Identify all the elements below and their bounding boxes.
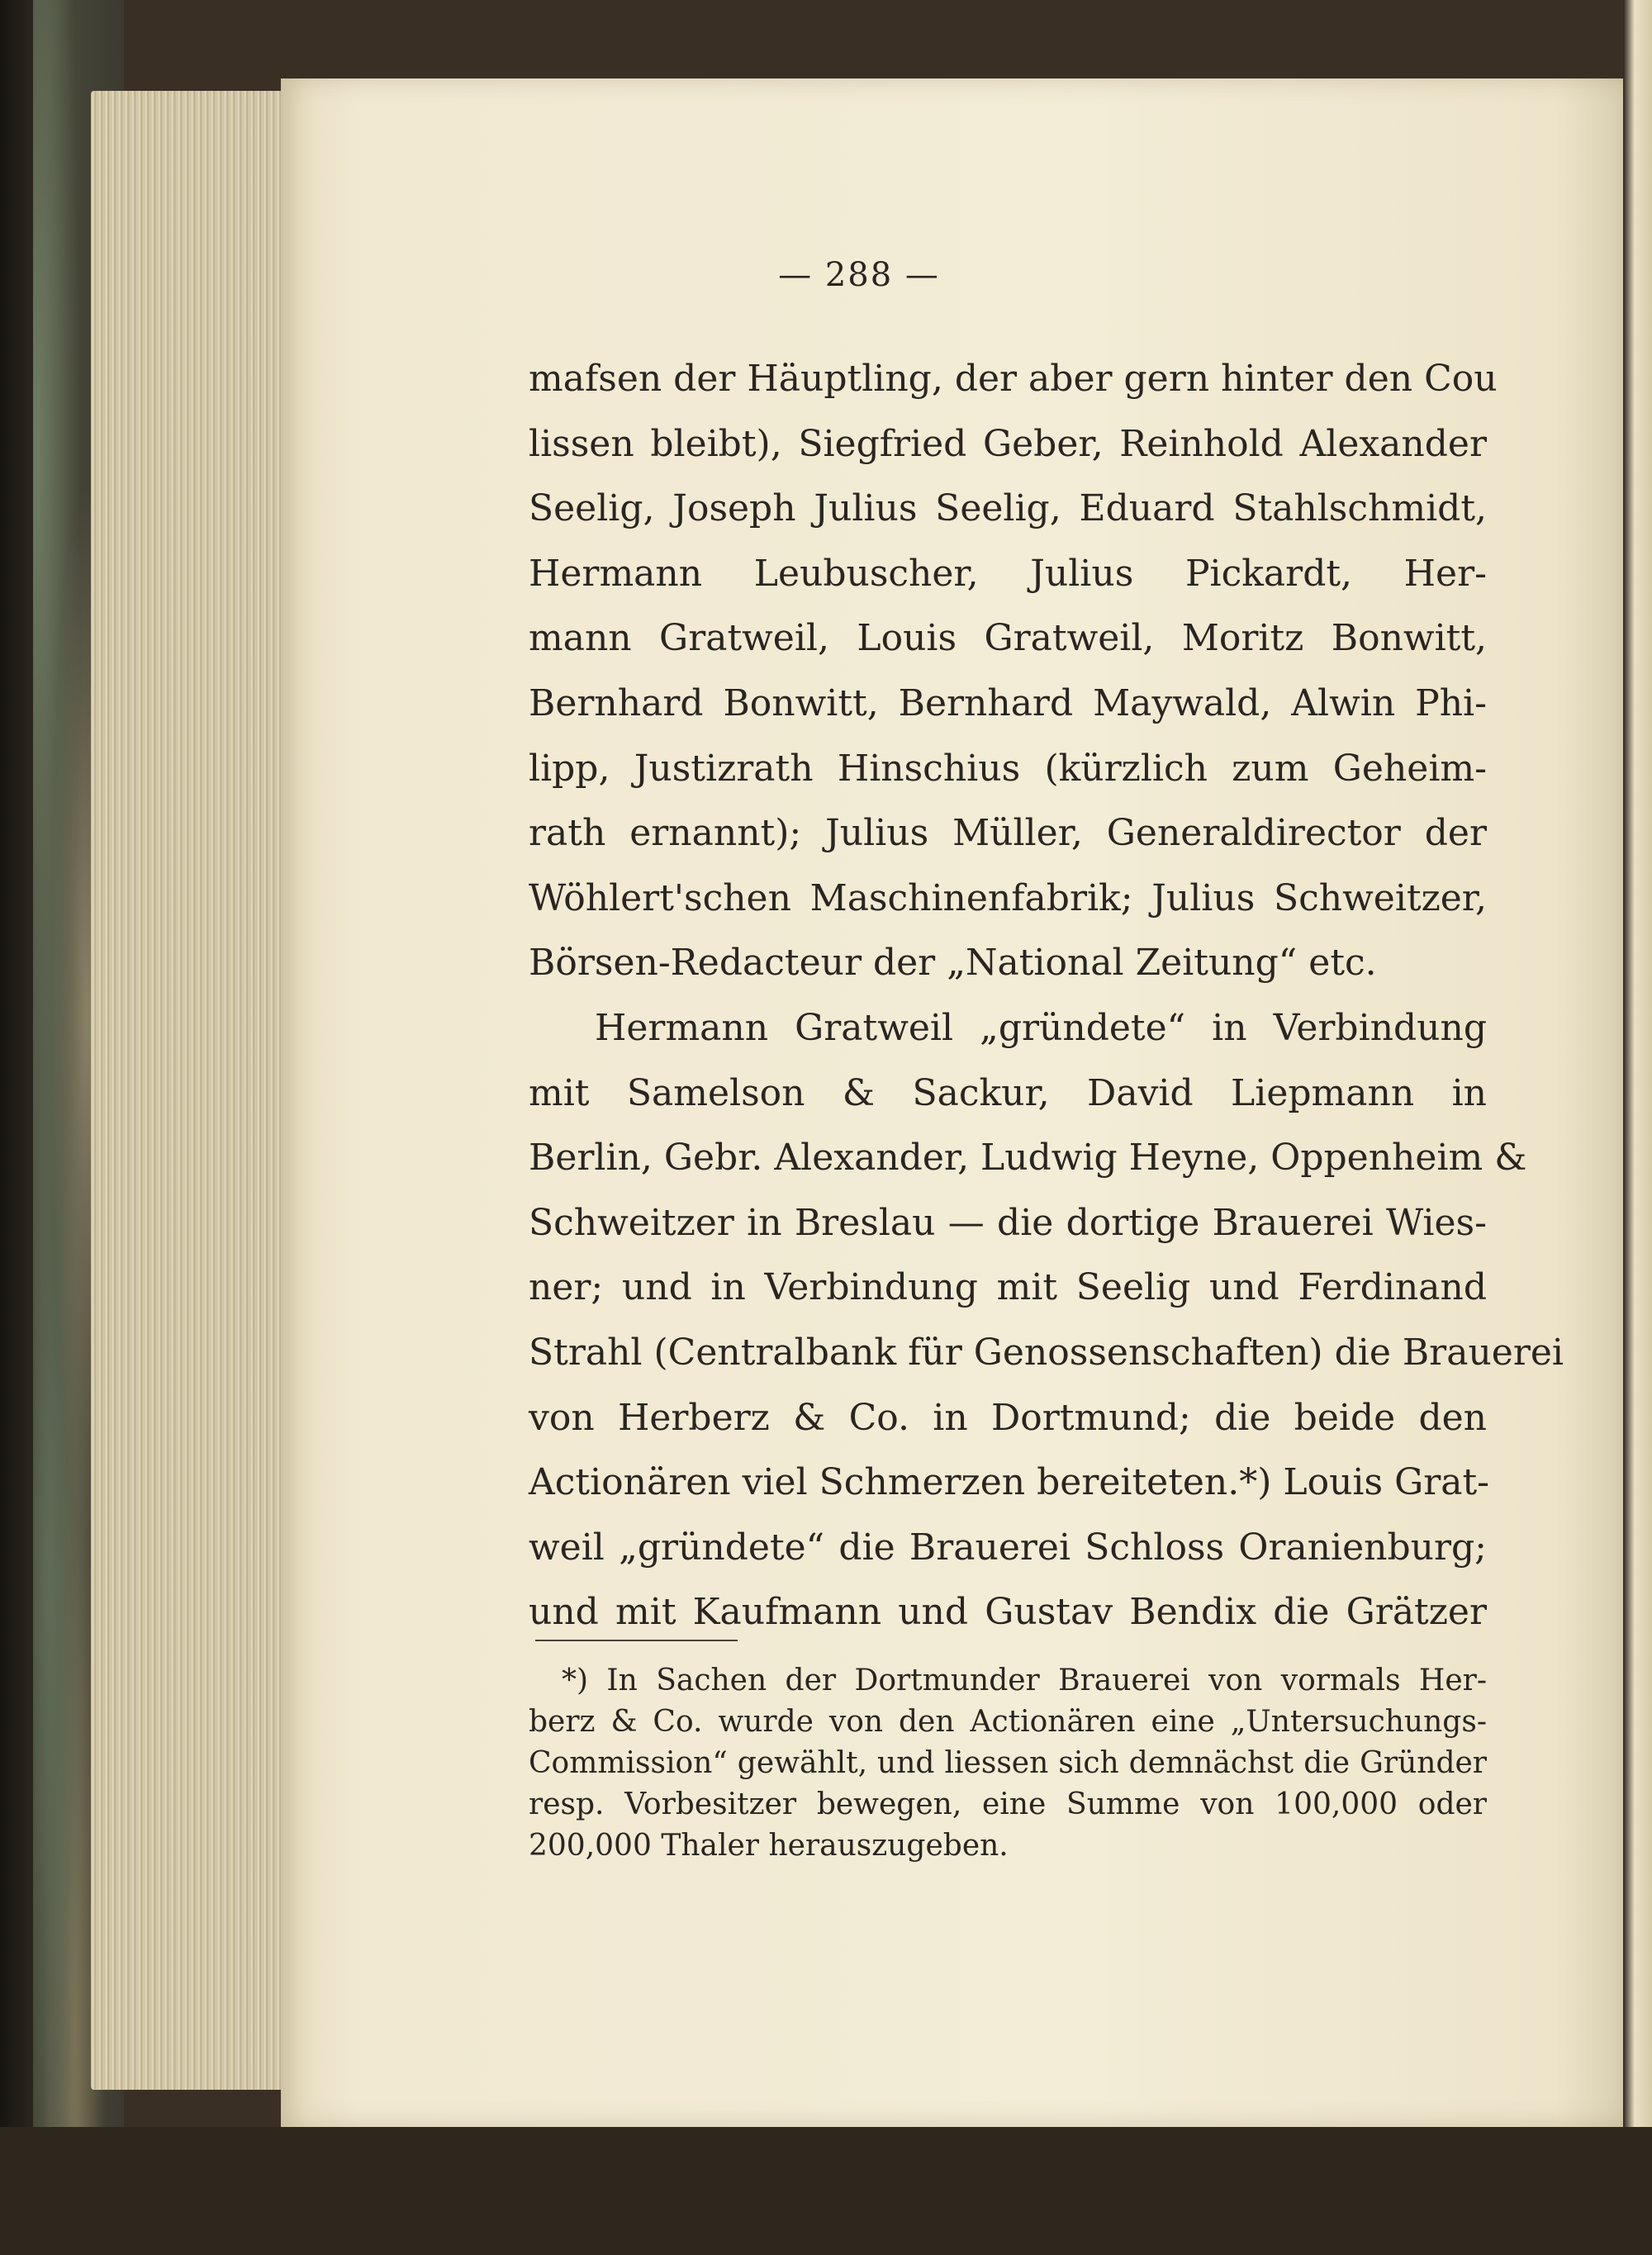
text-line: Börsen-Redacteur der „National Zeitung“ etc.	[529, 942, 1377, 985]
text-line: von Herberz & Co. in Dortmund; die beide den	[529, 1396, 1487, 1439]
page-edges-stack	[91, 91, 297, 2090]
text-line: mann Gratweil, Louis Gratweil, Moritz Bonwitt,	[529, 617, 1487, 660]
text-line: Wöhlert'schen Maschinenfabrik; Julius Schweitzer,	[529, 876, 1487, 919]
footnote-line: berz & Co. wurde von den Actionären eine „Untersuchungs-	[529, 1705, 1487, 1739]
background-bottom	[0, 2127, 1652, 2255]
text-line: mafsen der Häuptling, der aber gern hinter den Cou	[529, 358, 1498, 400]
footnote-separator	[535, 1640, 738, 1641]
book-spine-edge	[0, 0, 33, 2255]
footnote-line: Commission“ gewählt, und liessen sich demnächst die Gründer	[529, 1746, 1487, 1780]
text-line: weil „gründete“ die Brauerei Schloss Oranienburg;	[529, 1526, 1487, 1569]
footnote-line: resp. Vorbesitzer bewegen, eine Summe von 100,000 oder	[529, 1787, 1487, 1821]
text-line: lipp, Justizrath Hinschius (kürzlich zum Geheim-	[529, 747, 1487, 790]
text-line: Actionären viel Schmerzen bereiteten.*) Louis Grat-	[529, 1461, 1490, 1504]
text-line: und mit Kaufmann und Gustav Bendix die Grätzer	[529, 1591, 1487, 1634]
text-line: rath ernannt); Julius Müller, Generaldirector der	[529, 812, 1487, 855]
footnote-line: *) In Sachen der Dortmunder Brauerei von vormals Her-	[562, 1664, 1487, 1697]
text-line: Bernhard Bonwitt, Bernhard Maywald, Alwin Phi-	[529, 681, 1487, 724]
footnote-line: 200,000 Thaler herauszugeben.	[529, 1829, 1009, 1863]
page-number: — 288 —	[778, 256, 940, 294]
text-line: ner; und in Verbindung mit Seelig und Ferdinand	[529, 1266, 1487, 1309]
text-line: Schweitzer in Breslau — die dortige Brauerei Wies-	[529, 1201, 1487, 1244]
body-text	[529, 347, 1564, 1645]
text-line: mit Samelson & Sackur, David Liepmann in	[529, 1071, 1487, 1114]
text-line: Hermann Leubuscher, Julius Pickardt, Her-	[529, 552, 1487, 595]
footnote	[529, 1660, 1487, 1867]
text-line: Seelig, Joseph Julius Seelig, Eduard Stahlschmidt,	[529, 487, 1487, 530]
text-line: lissen bleibt), Siegfried Geber, Reinhold Alexander	[529, 422, 1487, 465]
text-line: Berlin, Gebr. Alexander, Ludwig Heyne, Oppenheim &	[529, 1137, 1527, 1180]
text-line: Hermann Gratweil „gründete“ in Verbindung	[595, 1006, 1487, 1049]
facing-page-edge	[1623, 0, 1652, 2255]
text-line: Strahl (Centralbank für Genossenschaften) die Brauerei	[529, 1331, 1564, 1374]
